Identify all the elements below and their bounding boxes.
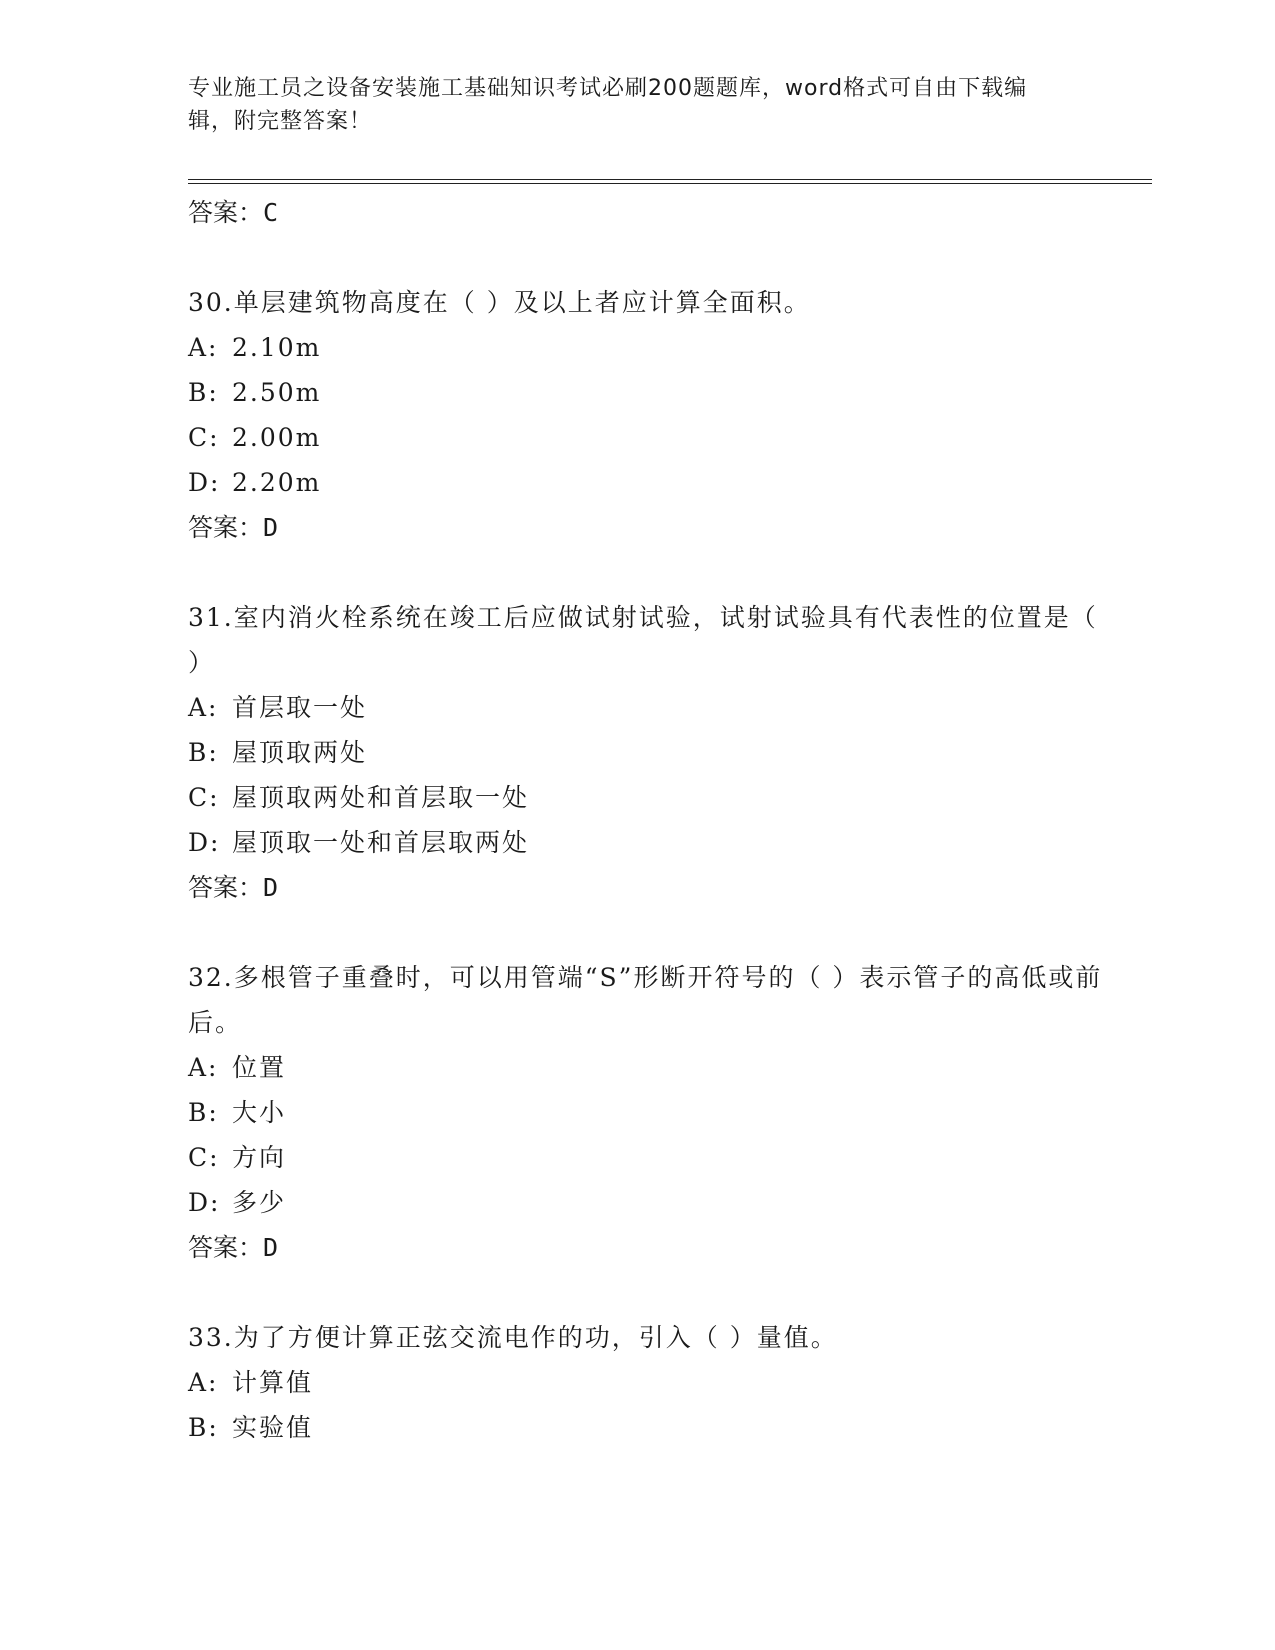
answer-line: 答案：C xyxy=(188,198,279,227)
page-header xyxy=(188,72,1068,138)
option-item: A: 首层取一处 xyxy=(188,693,368,722)
option-item: A: 计算值 xyxy=(188,1368,314,1397)
option-item: B: 2.50m xyxy=(188,378,322,407)
question-item xyxy=(188,280,1108,550)
option-item: D: 屋顶取一处和首层取两处 xyxy=(188,828,530,857)
option-item: C: 2.00m xyxy=(188,423,322,452)
option-item: D: 多少 xyxy=(188,1188,287,1217)
option-item: B: 屋顶取两处 xyxy=(188,738,368,767)
option-item: A: 位置 xyxy=(188,1053,287,1082)
answer-line: 答案：D xyxy=(188,1233,279,1262)
option-item: B: 实验值 xyxy=(188,1413,314,1442)
question-item xyxy=(188,955,1108,1270)
question-item xyxy=(188,595,1108,910)
answer-line: 答案：D xyxy=(188,513,279,542)
option-item: D: 2.20m xyxy=(188,468,322,497)
option-item: B: 大小 xyxy=(188,1098,287,1127)
option-item: C: 方向 xyxy=(188,1143,287,1172)
header-rule-bottom xyxy=(188,183,1152,184)
header-rule-top xyxy=(188,179,1152,180)
question-text: 32.多根管子重叠时，可以用管端“S”形断开符号的（ ）表示管子的高低或前后。 xyxy=(188,963,1103,1037)
page-title: 专业施工员之设备安装施工基础知识考试必刷200题题库，word格式可自由下载编辑，附完整答案！ xyxy=(188,76,1028,134)
question-item xyxy=(188,1315,1108,1450)
question-text: 31.室内消火栓系统在竣工后应做试射试验，试射试验具有代表性的位置是（ ） xyxy=(188,603,1098,677)
question-text: 33.为了方便计算正弦交流电作的功，引入（ ）量值。 xyxy=(188,1323,838,1352)
question-list xyxy=(188,190,1108,1450)
option-item: A: 2.10m xyxy=(188,333,322,362)
answer-line: 答案：D xyxy=(188,873,279,902)
question-text: 30.单层建筑物高度在（ ）及以上者应计算全面积。 xyxy=(188,288,811,317)
option-item: C: 屋顶取两处和首层取一处 xyxy=(188,783,530,812)
